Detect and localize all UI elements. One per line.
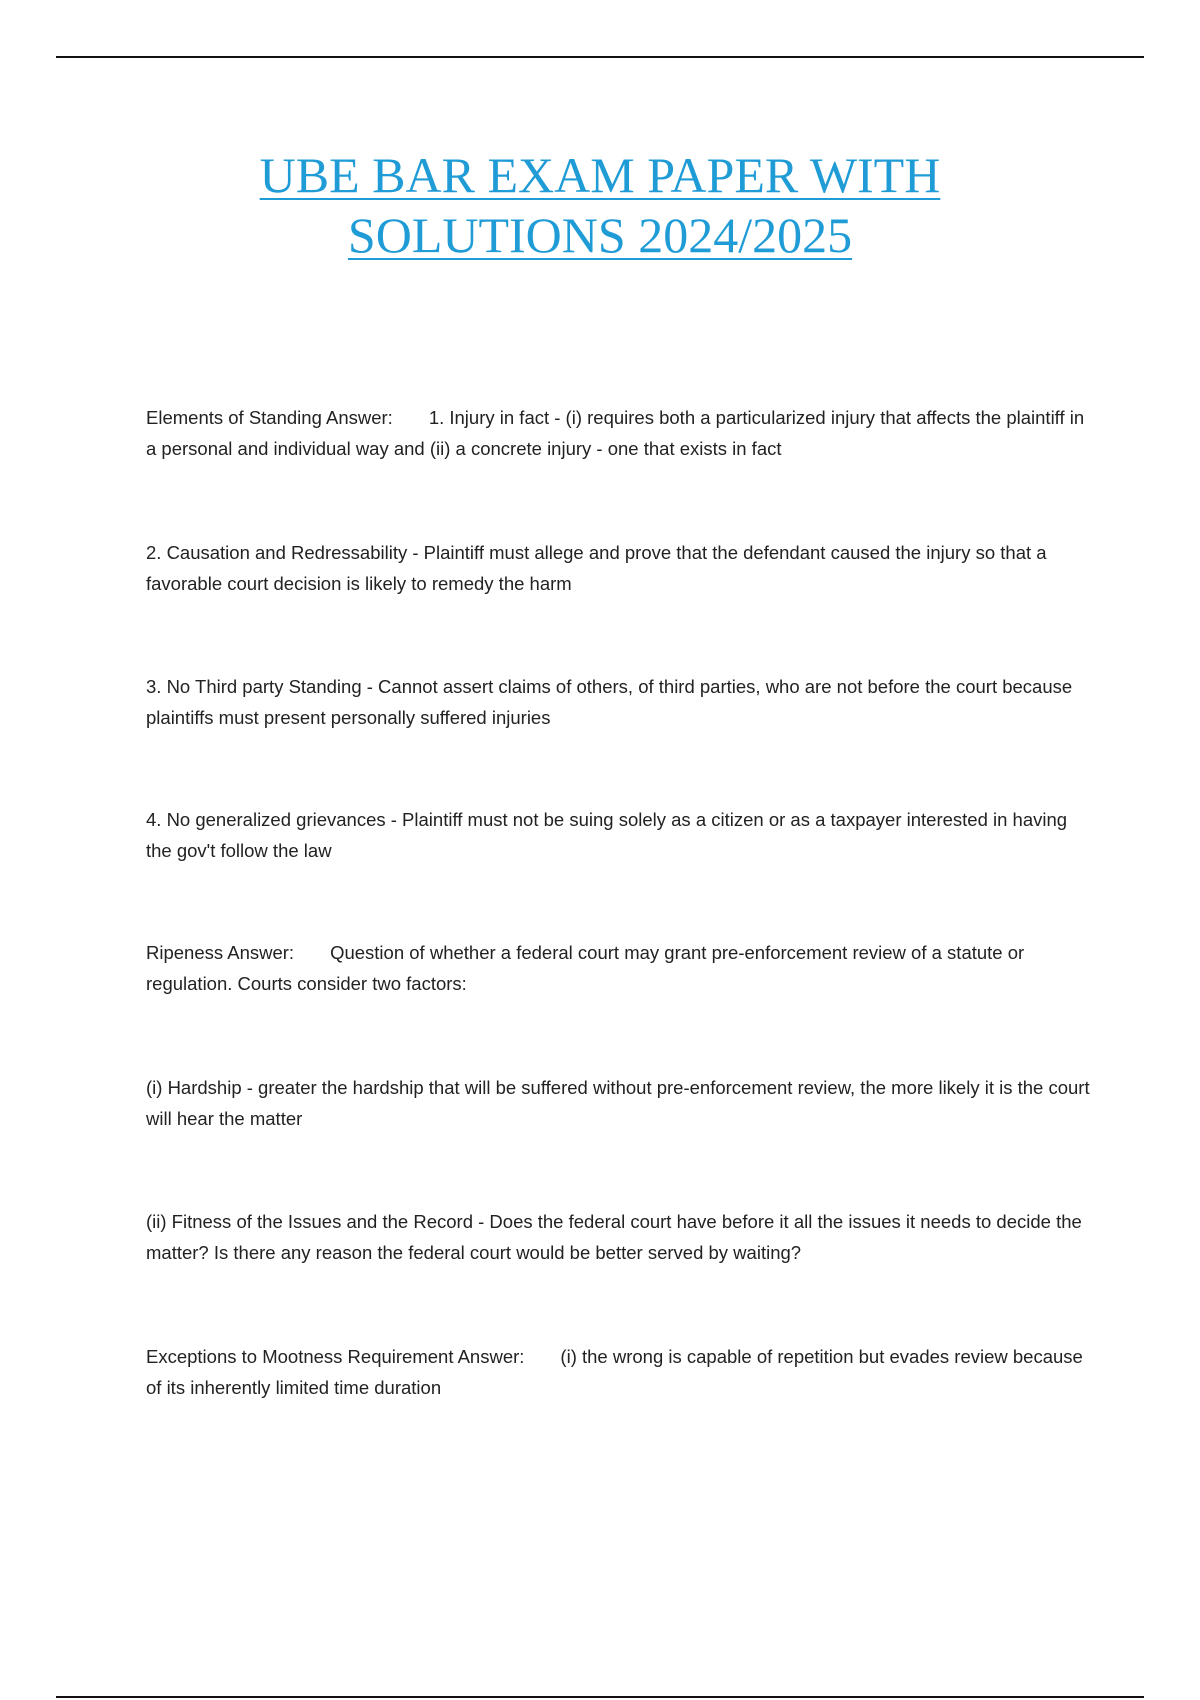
question-label: Elements of Standing Answer: [146,407,393,428]
paragraph-standing-4 [146,804,1096,866]
title-line-2: SOLUTIONS 2024/2025 [347,207,853,263]
paragraph-mootness [146,1341,1096,1403]
paragraph-hardship [146,1072,1096,1134]
answer-text: 3. No Third party Standing - Cannot assert claims of others, of third parties, who are not before the court because plaintiffs must present personally suffered injuries [146,676,1073,728]
answer-text: (ii) Fitness of the Issues and the Record - Does the federal court have before it all the issues it needs to decide the matter? Is there any reason the federal court would be better served by waiting? [146,1211,1082,1263]
paragraph-standing-2 [146,537,1096,599]
document-title [100,145,1100,265]
footer-rule [56,1696,1144,1698]
answer-text: 4. No generalized grievances - Plaintiff must not be suing solely as a citizen or as a taxpayer interested in having the gov't follow the law [146,809,1068,861]
paragraph-standing-3 [146,671,1096,733]
question-label: Ripeness Answer: [146,942,295,963]
paragraph-fitness [146,1206,1096,1268]
answer-text: Question of whether a federal court may grant pre-enforcement review of a statute or regulation. Courts consider two factors: [146,942,1025,994]
title-line-1: UBE BAR EXAM PAPER WITH [259,147,941,203]
paragraph-ripeness [146,937,1096,999]
paragraph-standing-1 [146,402,1096,464]
question-label: Exceptions to Mootness Requirement Answer: [146,1346,525,1367]
answer-text: 1. Injury in fact - (i) requires both a particularized injury that affects the plaintiff in a personal and individual way and (ii) a concrete injury - one that exists in fact [146,407,1085,459]
answer-text: (i) the wrong is capable of repetition but evades review because of its inherently limited time duration [146,1346,1083,1398]
answer-text: (i) Hardship - greater the hardship that will be suffered without pre-enforcement review, the more likely it is the court will hear the matter [146,1077,1090,1129]
header-rule [56,56,1144,58]
answer-text: 2. Causation and Redressability - Plaintiff must allege and prove that the defendant caused the injury so that a favorable court decision is likely to remedy the harm [146,542,1047,594]
